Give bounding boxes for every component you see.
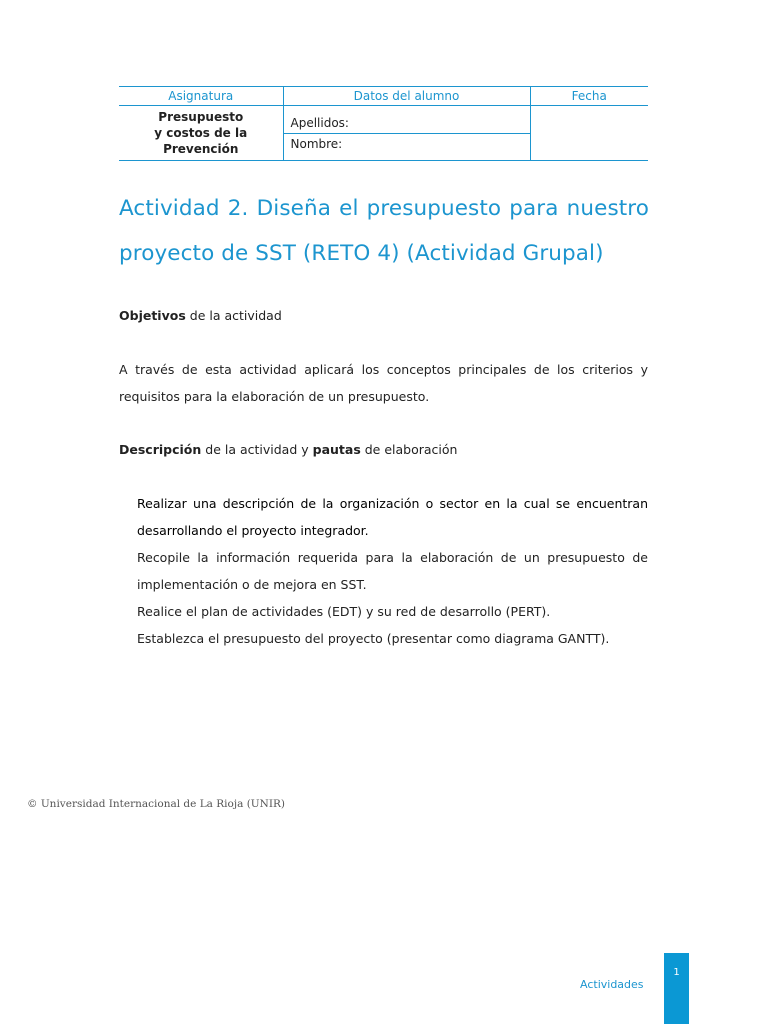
list-item bbox=[119, 490, 648, 544]
name-field: Nombre: bbox=[284, 133, 530, 154]
header-subject: Asignatura bbox=[119, 87, 283, 106]
description-mid-1: de la actividad y bbox=[201, 442, 313, 457]
list-item bbox=[119, 544, 648, 598]
subject-cell bbox=[119, 106, 283, 161]
date-cell bbox=[530, 106, 648, 161]
objectives-body: A través de esta actividad aplicará los conceptos principales de los criterios y requisitos para la elaboración de un presupuesto. bbox=[119, 362, 648, 404]
guidelines-bold: pautas bbox=[312, 442, 361, 457]
description-mid-2: de elaboración bbox=[360, 442, 458, 457]
copyright-notice: © Universidad Internacional de La Rioja (UNIR) bbox=[27, 798, 285, 810]
list-item bbox=[119, 625, 648, 652]
objectives-heading bbox=[119, 302, 648, 329]
surname-field: Apellidos: bbox=[290, 115, 349, 130]
header-date: Fecha bbox=[530, 87, 648, 106]
list-item-text: Realice el plan de actividades (EDT) y su red de desarrollo (PERT). bbox=[137, 604, 551, 619]
description-bold: Descripción bbox=[119, 442, 202, 457]
description-heading bbox=[119, 436, 648, 463]
objectives-bold: Objetivos bbox=[119, 308, 186, 323]
activity-title: Actividad 2. Diseña el presupuesto para nuestro proyecto de SST (RETO 4) (Actividad Grupal) bbox=[119, 196, 649, 266]
header-student-data: Datos del alumno bbox=[283, 87, 530, 106]
list-item-text: Establezca el presupuesto del proyecto (presentar como diagrama GANTT). bbox=[137, 631, 610, 646]
student-cell bbox=[283, 106, 530, 161]
list-item-text: Realizar una descripción de la organización o sector en la cual se encuentran desarrollando el proyecto integrador. bbox=[137, 496, 648, 538]
page-number-tab bbox=[664, 953, 689, 1024]
student-info-table bbox=[119, 86, 648, 161]
page-number: 1 bbox=[673, 967, 680, 978]
list-item bbox=[119, 598, 648, 625]
objectives-rest: de la actividad bbox=[185, 308, 282, 323]
subject-line-1: Presupuesto bbox=[158, 110, 244, 124]
list-item-text: Recopile la información requerida para la elaboración de un presupuesto de implementación o de mejora en SST. bbox=[137, 550, 648, 592]
guidelines-list bbox=[119, 490, 648, 652]
footer-section-label: Actividades bbox=[580, 978, 644, 991]
subject-line-2: y costos de la Prevención bbox=[154, 126, 248, 156]
